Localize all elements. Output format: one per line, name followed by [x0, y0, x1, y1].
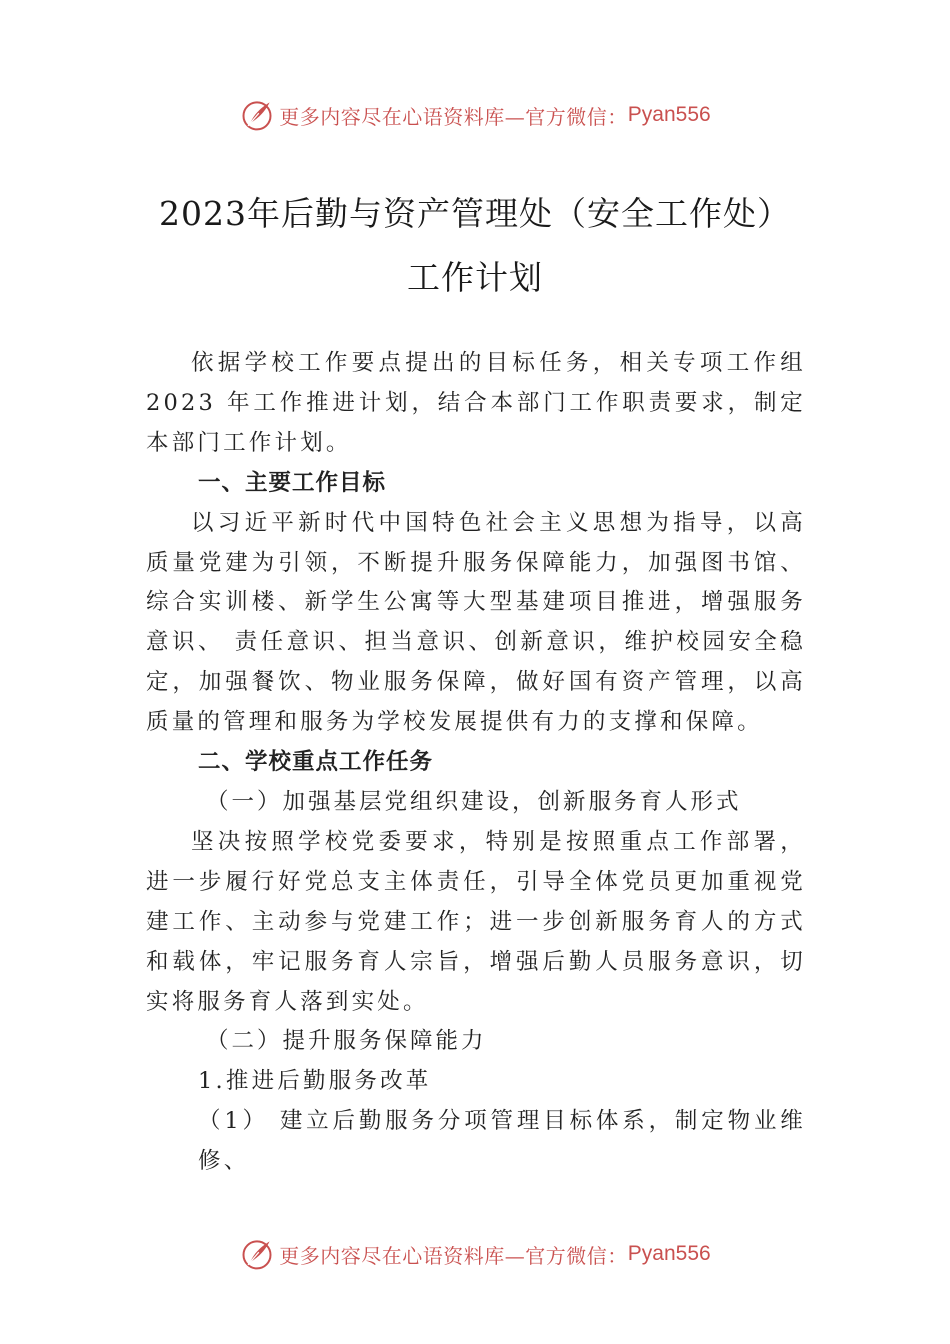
- feather-logo-icon: [239, 1236, 275, 1272]
- subheading-party-building: （一）加强基层党组织建设，创新服务育人形式: [206, 788, 742, 815]
- subheading-service-capacity: （二）提升服务保障能力: [206, 1028, 487, 1055]
- feather-logo-icon: [239, 97, 275, 133]
- intro-paragraph: 依据学校工作要点提出的目标任务，相关专项工作组2023 年工作推进计划，结合本部门工作职责要求，制定本部门工作计划。: [146, 350, 806, 456]
- document-body: [146, 344, 806, 1182]
- section-heading-tasks: 二、学校重点工作任务: [198, 749, 434, 776]
- watermark-text: 更多内容尽在心语资料库—官方微信：: [279, 1243, 628, 1268]
- watermark-top: [0, 93, 950, 137]
- watermark-wechat-id: Pyan556: [627, 1242, 711, 1265]
- section-heading-goals: 一、主要工作目标: [198, 469, 387, 496]
- watermark-bottom: [0, 1232, 950, 1276]
- party-building-paragraph: 坚决按照学校党委要求，特别是按照重点工作部署，进一步履行好党总支主体责任，引导全体党员更加重视党建工作、主动参与党建工作；进一步创新服务育人的方式和载体，牢记服务育人宗旨，增强后勤人员服务意识，切实将服务育人落到实处。: [146, 828, 806, 1015]
- document-title-line1: 2023年后勤与资产管理处（安全工作处）: [159, 194, 791, 233]
- watermark-wechat-id: Pyan556: [627, 103, 711, 126]
- item-logistics-reform: 1.推进后勤服务改革: [198, 1068, 432, 1095]
- document-title-line2: 工作计划: [407, 258, 543, 297]
- goals-paragraph: 以习近平新时代中国特色社会主义思想为指导，以高质量党建为引领，不断提升服务保障能力，加强图书馆、综合实训楼、新学生公寓等大型基建项目推进，增强服务意识、 责任意识、担当意识、创新意识，维护校园安全稳定，加强餐饮、物业服务保障，做好国有资产管理，以高质量的管理和服务为学校发展提供有力的支撑和保障。: [146, 509, 806, 736]
- item-management-system: （1） 建立后勤服务分项管理目标体系，制定物业维修、: [198, 1108, 806, 1175]
- watermark-text: 更多内容尽在心语资料库—官方微信：: [279, 104, 628, 129]
